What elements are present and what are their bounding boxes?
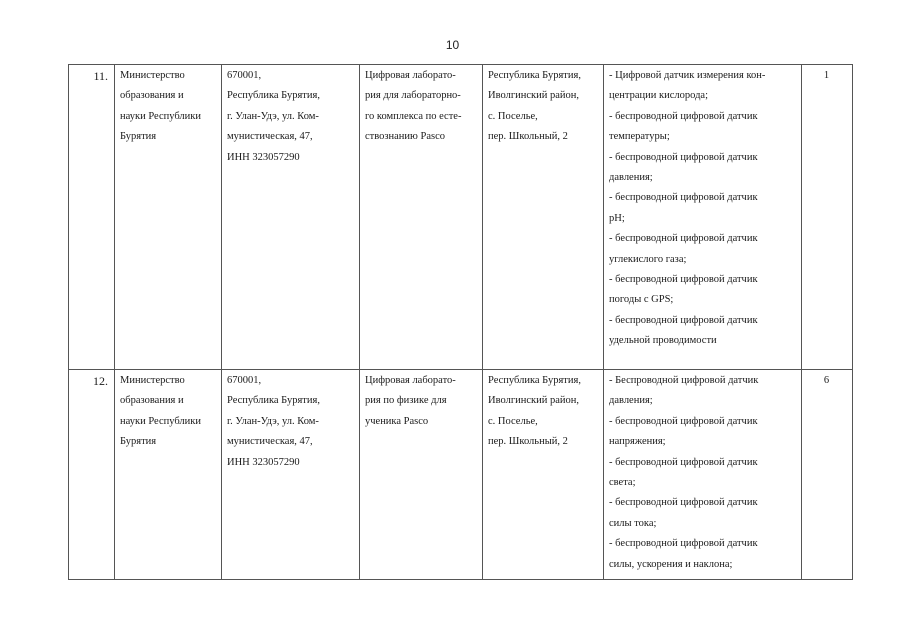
item-line: удельной проводимости [609,335,717,347]
address-line: 670001, [227,375,262,386]
item-line: - беспроводной цифровой датчик [609,110,758,122]
equipment-line: ствознанию Pasco [365,131,446,143]
item-line: - Цифровой датчик измерения кон- [609,70,766,81]
address-line: мунистическая, 47, [227,131,313,143]
row-number-cell [69,370,115,580]
items-cell [604,65,802,370]
organization-line: науки Республики [120,110,202,122]
quantity-value: 1 [823,70,830,81]
location-line: Иволгинский район, [488,90,580,102]
items-cell [604,370,802,580]
item-line: pH; [609,212,625,224]
equipment-line: рия по физике для [365,395,447,407]
item-line: силы, ускорения и наклона; [609,558,733,570]
row-number: 11. [93,69,108,83]
item-line: - беспроводной цифровой датчик [609,456,758,468]
equipment-line: ученика Pasco [365,415,429,427]
equipment-cell [360,370,483,580]
item-line: - беспроводной цифровой датчик [609,415,758,427]
location-line: Республика Бурятия, [488,70,581,81]
item-line: давления; [609,172,653,184]
organization-line: Министерство [120,70,185,81]
address-cell [222,370,360,580]
location-line: пер. Школьный, 2 [488,131,568,143]
table-row [69,370,853,580]
location-line: с. Поселье, [488,415,538,427]
registry-table [68,64,853,580]
item-line: - беспроводной цифровой датчик [609,497,758,509]
address-cell [222,65,360,370]
item-line: углекислого газа; [609,253,687,265]
page-number: 10 [445,38,460,52]
quantity-value: 6 [823,375,830,386]
item-line: - беспроводной цифровой датчик [609,192,758,204]
address-line: г. Улан-Удэ, ул. Ком- [227,415,319,427]
organization-line: образования и [120,90,184,102]
location-line: пер. Школьный, 2 [488,436,568,448]
location-line: с. Поселье, [488,110,538,122]
equipment-cell [360,65,483,370]
organization-line: Бурятия [120,436,157,448]
location-cell [483,65,604,370]
organization-cell [115,370,222,580]
organization-line: науки Республики [120,415,202,427]
address-line: мунистическая, 47, [227,436,313,448]
organization-cell [115,65,222,370]
table-row [69,65,853,370]
item-line: - беспроводной цифровой датчик [609,274,758,286]
item-line: давления; [609,395,653,407]
address-line: ИНН 323057290 [227,456,300,468]
location-line: Республика Бурятия, [488,375,581,386]
item-line: - беспроводной цифровой датчик [609,538,758,550]
organization-line: Бурятия [120,131,157,143]
quantity-cell [802,65,853,370]
row-number-cell [69,65,115,370]
address-line: 670001, [227,70,262,81]
address-line: Республика Бурятия, [227,395,320,407]
equipment-line: го комплекса по есте- [365,110,462,122]
address-line: ИНН 323057290 [227,151,300,163]
item-line: силы тока; [609,517,657,529]
organization-line: Министерство [120,375,185,386]
organization-line: образования и [120,395,184,407]
address-line: Республика Бурятия, [227,90,320,102]
item-line: температуры; [609,131,670,143]
location-line: Иволгинский район, [488,395,580,407]
item-line: света; [609,477,636,489]
equipment-line: Цифровая лаборато- [365,70,456,81]
item-line: напряжения; [609,436,666,448]
location-cell [483,370,604,580]
item-line: центрации кислорода; [609,90,708,102]
item-line: - беспроводной цифровой датчик [609,233,758,245]
row-number: 12. [93,374,108,388]
address-line: г. Улан-Удэ, ул. Ком- [227,110,319,122]
equipment-line: Цифровая лаборато- [365,375,456,386]
quantity-cell [802,370,853,580]
item-line: - беспроводной цифровой датчик [609,151,758,163]
item-line: - беспроводной цифровой датчик [609,314,758,326]
equipment-line: рия для лабораторно- [365,90,461,102]
item-line: погоды с GPS; [609,294,674,306]
item-line: - Беспроводной цифровой датчик [609,375,759,386]
